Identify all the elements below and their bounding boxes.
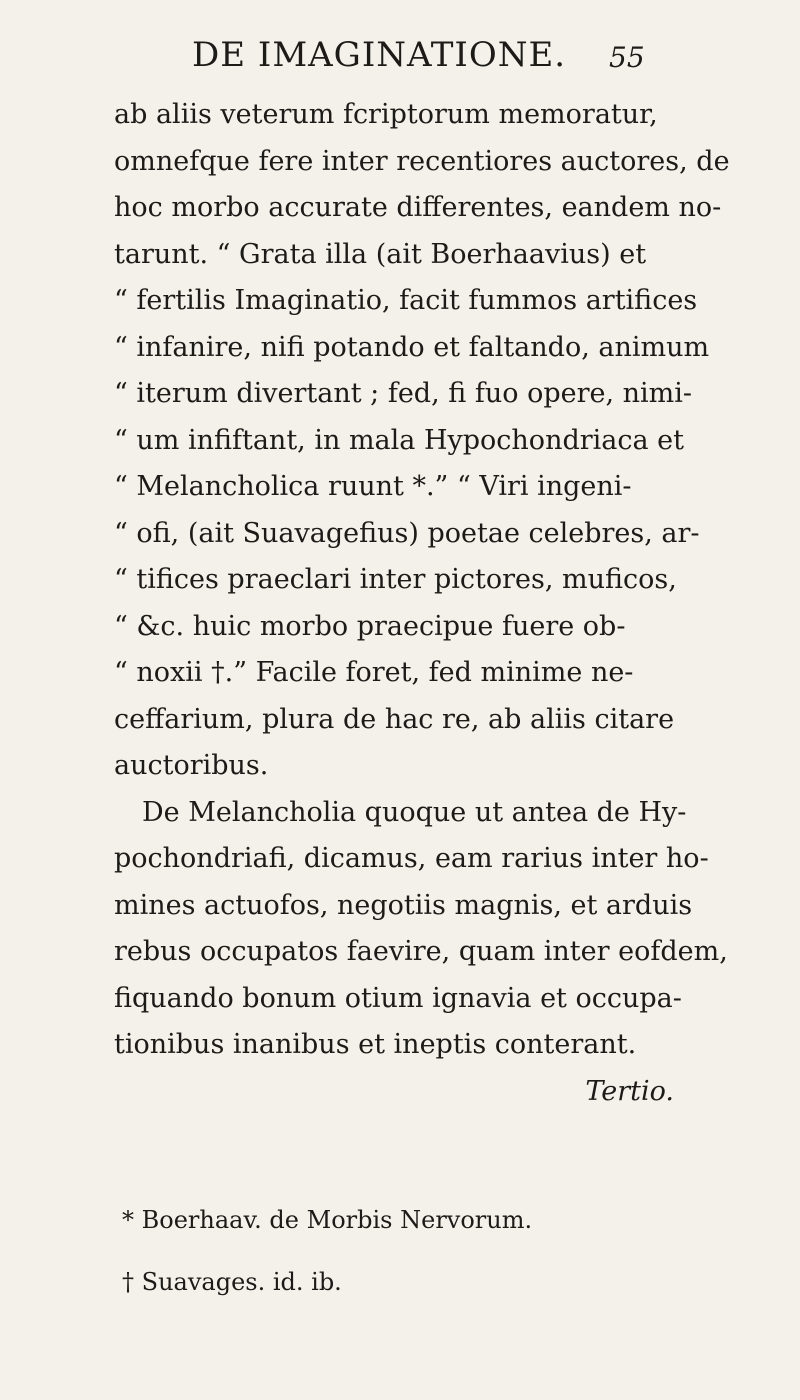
text-line: tionibus inanibus et ineptis conterant. [114, 1029, 637, 1060]
text-line: “ fertilis Imaginatio, facit fummos artifices [114, 285, 698, 316]
text-line: rebus occupatos faevire, quam inter eofdem, [114, 936, 728, 967]
text-line: De Melancholia quoque ut antea de Hy- [142, 796, 687, 828]
catchword-line [114, 1069, 674, 1116]
text-line: fiquando bonum otium ignavia et occupa- [114, 982, 682, 1014]
text-line: “ ofi, (ait Suavagefius) poetae celebres, ar- [114, 517, 700, 549]
text-line: “ noxii †.” Facile foret, fed minime ne- [114, 657, 634, 688]
text-line: omnefque fere inter recentiores auctores, de [114, 145, 730, 177]
footnote: † Suavages. id. ib. [122, 1268, 342, 1296]
catchword: Tertio. [585, 1075, 674, 1107]
text-line: “ um infiftant, in mala Hypochondriaca et [114, 424, 685, 456]
text-line: “ iterum divertant ; fed, fi fuo opere, nimi- [114, 378, 693, 409]
text-line: “ Melancholica ruunt *.” “ Viri ingeni- [114, 471, 632, 502]
running-title: DE IMAGINATIONE. [192, 35, 567, 75]
text-line: tarunt. “ Grata illa (ait Boerhaavius) et [114, 238, 647, 270]
page-number: 55 [609, 41, 645, 74]
text-line: ab aliis veterum fcriptorum memoratur, [114, 99, 658, 130]
text-line: “ &c. huic morbo praecipue fuere ob- [114, 610, 626, 642]
text-line: auctoribus. [114, 750, 269, 781]
text-line: mines actuofos, negotiis magnis, et arduis [114, 889, 693, 921]
text-line: pochondriafi, dicamus, eam rarius inter ho- [114, 843, 709, 874]
text-line: “ infanire, nifi potando et faltando, animum [114, 331, 710, 363]
body-text [114, 92, 730, 1115]
footnote: * Boerhaav. de Morbis Nervorum. [122, 1206, 533, 1234]
text-line: hoc morbo accurate differentes, eandem no- [114, 192, 722, 223]
text-line: ceffarium, plura de hac re, ab aliis citare [114, 703, 675, 735]
text-line: “ tifices praeclari inter pictores, muficos, [114, 564, 677, 595]
